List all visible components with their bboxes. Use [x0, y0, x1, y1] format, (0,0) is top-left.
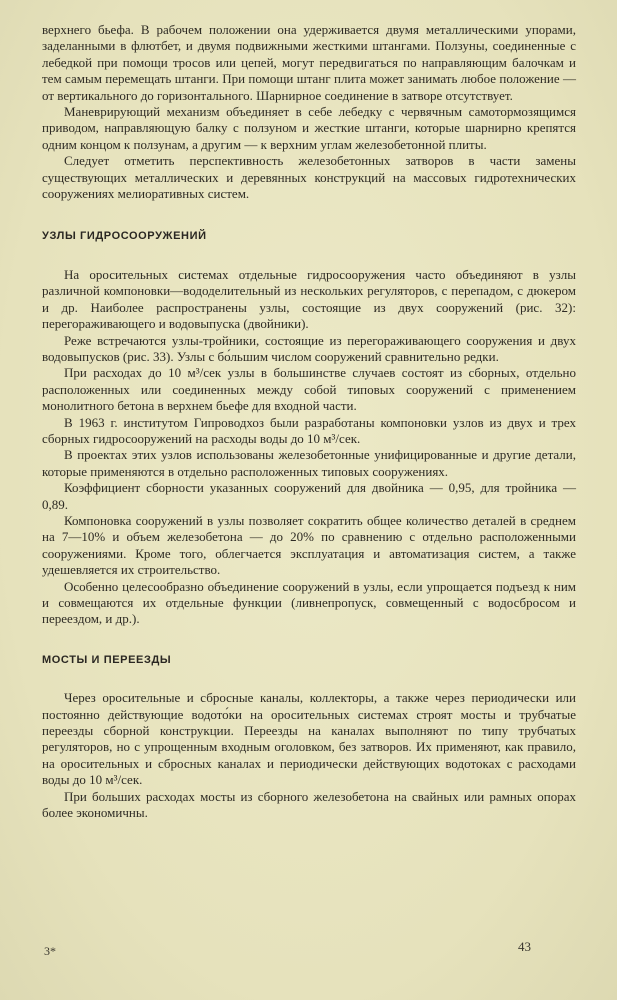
paragraph: В 1963 г. институтом Гипроводхоз были разработаны компоновки узлов из двух и трех сборных гидросооружений на расходы воды до 10 м³/сек. [42, 414, 576, 446]
paragraph: На оросительных системах отдельные гидросооружения часто объединяют в узлы различной компоновки—вододелительный из нескольких регуляторов, с перепадом, с дюкером и др. Наиболее распространены узлы, состоящие из двух сооружений (рис. 32): перегораживающего и водовыпуска (двойники). [42, 266, 576, 332]
section-heading-hydro-nodes: УЗЛЫ ГИДРОСООРУЖЕНИЙ [42, 230, 207, 243]
paragraph: Реже встречаются узлы-тройники, состоящие из перегораживающего сооружения и двух водовыпусков (рис. 33). Узлы с бо́льшим числом сооружений сравнительно редки. [42, 332, 576, 364]
paragraph: Следует отметить перспективность железобетонных затворов в части замены существующих металлических и деревянных конструкций на массовых гидротехнических сооружениях мелиоративных систем. [42, 153, 576, 202]
paragraph: Через оросительные и сбросные каналы, коллекторы, а также через периодически или постоянно действующие водото́ки на оросительных системах строят мосты и трубчатые переезды сборной конструкции. Переезды на каналах выполняют по типу трубчатых регуляторов, но с упрощенным входным оголовком, без затворов. Их применяют, как правило, на оросительных и сбросных каналах и периодически действующих водотоках с расходами воды до 10 м³/сек. [42, 690, 576, 788]
paragraph: В проектах этих узлов использованы железобетонные унифицированные и другие детали, которые применяются в отдельно расположенных типовых сооружениях. [42, 447, 576, 479]
text-column [42, 22, 576, 821]
paragraph: Маневрирующий механизм объединяет в себе лебедку с червячным самотормозящимся приводом, направляющую балку с ползуном и жесткие штанги, которые шарнирно крепятся одним концом к ползунам, а другим — к верхним углам железобетонной плиты. [42, 104, 576, 152]
paragraph: При больших расходах мосты из сборного железобетона на свайных или рамных опорах более экономичны. [42, 788, 576, 821]
section-heading-bridges: МОСТЫ И ПЕРЕЕЗДЫ [42, 653, 172, 666]
paragraph: Особенно целесообразно объединение сооружений в узлы, если упрощается подъезд к ним и совмещаются их отдельные функции (ливнепропуск, совмещенный с водосбросом и переездом, и др.). [42, 578, 576, 627]
paragraph: Компоновка сооружений в узлы позволяет сократить общее количество деталей в среднем на 7—10% и объем железобетона — до 20% по сравнению с отдельно расположенными сооружениями. Кроме того, облегчается эксплуатация и автоматизация систем, а также удешевляется их строительство. [42, 512, 576, 578]
signature-mark: 3* [44, 944, 56, 958]
top-paragraphs [42, 22, 576, 202]
section-hydro-nodes-body [42, 267, 576, 628]
section-bridges-body [42, 690, 576, 821]
paragraph: Коэффициент сборности указанных сооружений для двойника — 0,95, для тройника — 0,89. [42, 480, 576, 512]
page-number: 43 [518, 939, 531, 954]
paragraph: верхнего бьефа. В рабочем положении она удерживается двумя металлическими упорами, заделанными в флютбет, и двумя подвижными жесткими штангами. Ползуны, соединенные с лебедкой при помощи тросов или цепей, могут передвигаться по направляющим балочкам и тем самым перемещать штанги. При помощи штанг плита может занимать любое положение — от вертикального до горизонтального. Шарнирное соединение в затворе отсутствует. [42, 22, 576, 103]
paragraph: При расходах до 10 м³/сек узлы в большинстве случаев состоят из сборных, отдельно расположенных или соединенных между собой типовых сооружений с применением монолитного бетона в верхнем бьефе для входной части. [42, 365, 576, 414]
